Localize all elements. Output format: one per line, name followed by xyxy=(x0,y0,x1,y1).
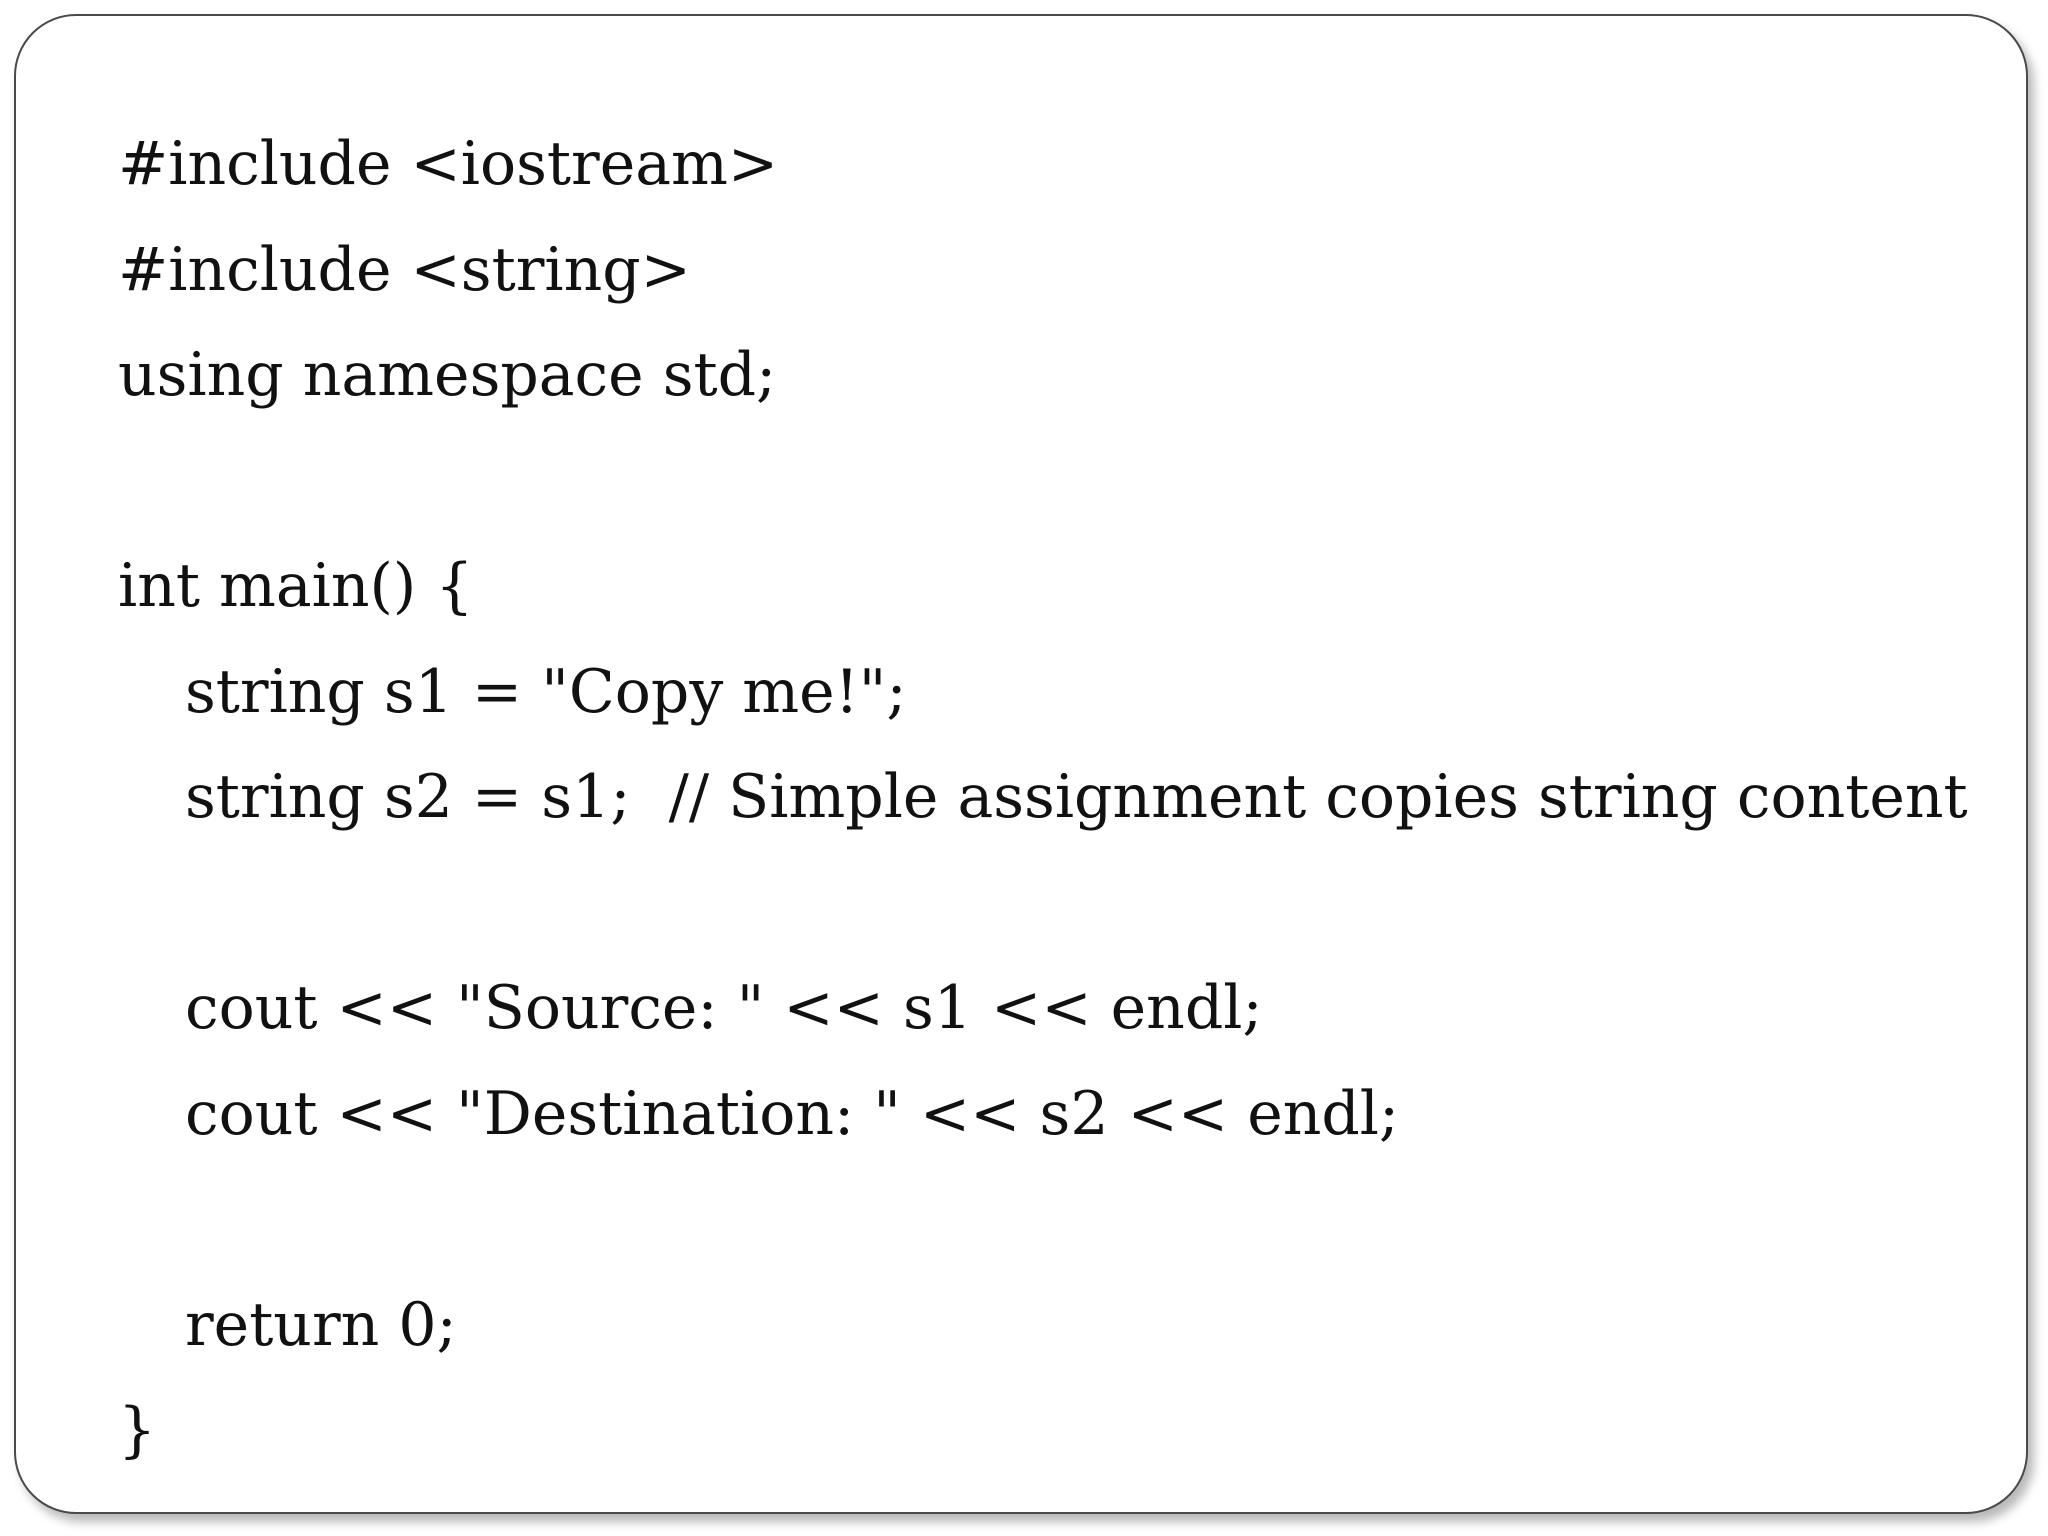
code-line-s1-declaration: string s1 = "Copy me!"; xyxy=(185,656,907,727)
code-line-include-string: #include <string> xyxy=(118,234,691,305)
code-line-main-open: int main() { xyxy=(118,551,474,621)
code-block xyxy=(118,112,1978,1484)
code-line-blank xyxy=(118,851,1978,957)
code-line-include-iostream: #include <iostream> xyxy=(118,129,779,199)
code-line-blank xyxy=(118,1167,1978,1273)
code-line-blank xyxy=(118,429,1978,535)
code-line-main-close: } xyxy=(118,1395,157,1465)
code-line-using-namespace: using namespace std; xyxy=(118,340,777,410)
code-line-return: return 0; xyxy=(185,1289,457,1360)
code-line-cout-source: cout << "Source: " << s1 << endl; xyxy=(185,973,1263,1043)
code-line-s2-assignment: string s2 = s1; // Simple assignment copies string content xyxy=(185,762,1968,832)
code-line-cout-destination: cout << "Destination: " << s2 << endl; xyxy=(185,1078,1400,1149)
